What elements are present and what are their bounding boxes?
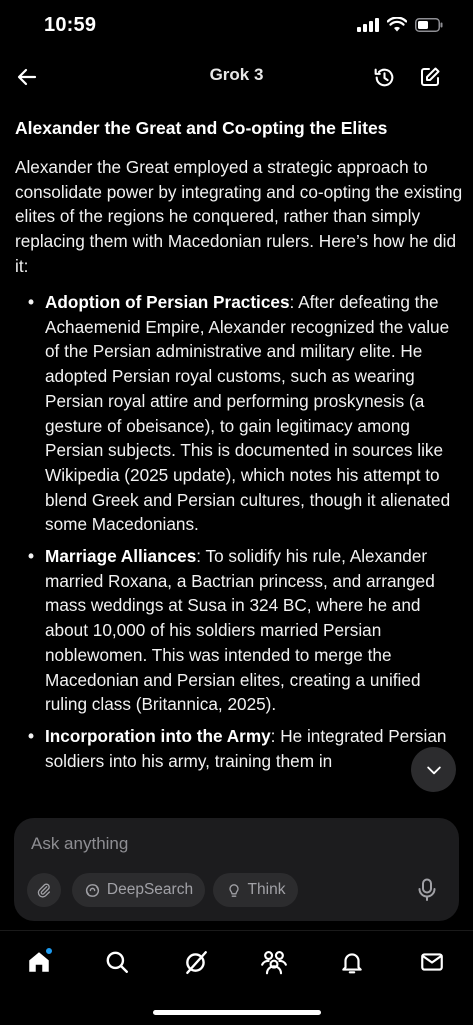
bullet-term: Marriage Alliances: [45, 546, 197, 567]
compose-icon: [418, 65, 442, 89]
deepsearch-button[interactable]: [72, 873, 205, 907]
paperclip-icon: [36, 882, 52, 898]
tab-search[interactable]: [102, 947, 132, 977]
bullet-dot: •: [28, 546, 35, 567]
tab-home[interactable]: [24, 947, 54, 977]
bullet-term: Incorporation into the Army: [45, 725, 271, 746]
voice-input-button[interactable]: [415, 877, 439, 903]
notification-dot: [45, 947, 53, 955]
bullet-dot: •: [28, 292, 35, 312]
think-label: Think: [247, 881, 286, 898]
ask-input[interactable]: Ask anything: [31, 834, 129, 853]
nav-bar: [0, 52, 473, 100]
bullet-text: : After defeating the Achaemenid Empire, Alexander recognized the value of the Persian administrative and military elite. He adopted Persian royal customs, such as wearing Persian royal attire and performing proskynesis (a gesture of obeisance), to gain legitimacy among Persian subjects. This is documented in sources like Wikipedia (2025 update), which notes his attempt to blend Greek and Persian cultures, though it alienated some Macedonians.: [45, 292, 451, 535]
composer: [14, 818, 459, 921]
deepsearch-icon: [84, 882, 101, 899]
status-time: 10:59: [44, 14, 97, 36]
tab-grok[interactable]: [181, 947, 211, 977]
scroll-to-bottom-button[interactable]: [411, 747, 456, 792]
wifi-icon: [387, 17, 407, 32]
search-icon: [104, 949, 130, 975]
lightbulb-icon: [226, 882, 242, 899]
status-bar: [0, 0, 473, 52]
mail-icon: [419, 949, 445, 975]
bell-icon: [339, 949, 365, 975]
bullet-dot: •: [28, 725, 35, 746]
list-item: [0, 724, 473, 773]
status-icons: [357, 17, 443, 32]
new-chat-button[interactable]: [415, 62, 445, 92]
message-bullet-list: [0, 290, 473, 780]
page-title: Grok 3: [209, 65, 264, 84]
tab-messages[interactable]: [417, 947, 447, 977]
history-button[interactable]: [369, 62, 399, 92]
battery-icon: [415, 18, 443, 32]
message-heading: Alexander the Great and Co-opting the Elites: [15, 118, 388, 138]
chevron-down-icon: [424, 760, 444, 780]
microphone-icon: [417, 878, 437, 902]
attach-button[interactable]: [27, 873, 61, 907]
message-content: [0, 100, 473, 822]
deepsearch-label: DeepSearch: [106, 881, 194, 898]
bullet-text: : He integrated Persian soldiers into his army, training them in: [45, 725, 447, 771]
tab-notifications[interactable]: [337, 947, 367, 977]
bullet-text: : To solidify his rule, Alexander married Roxana, a Bactrian princess, and arranged mass weddings at Susa in 324 BC, where he and about 10,000 of his soldiers married Persian noblewomen. This was intended to merge the Macedonian and Persian elites, creating a unified ruling class (Britannica, 2025).: [45, 546, 435, 715]
communities-icon: [260, 949, 288, 975]
list-item: [0, 544, 473, 717]
tab-communities[interactable]: [259, 947, 289, 977]
grok-icon: [183, 949, 209, 975]
cellular-signal-icon: [357, 18, 379, 32]
history-icon: [372, 65, 397, 90]
tab-bar: [0, 930, 473, 1025]
think-button[interactable]: [213, 873, 298, 907]
message-intro: Alexander the Great employed a strategic approach to consolidate power by integrating and co-opting the existing elites of the regions he conquered, rather than simply replacing them with Macedonian rulers. Here’s how he did it:: [15, 157, 463, 276]
home-indicator: [153, 1010, 321, 1015]
list-item: [0, 290, 473, 537]
bullet-term: Adoption of Persian Practices: [45, 292, 290, 312]
